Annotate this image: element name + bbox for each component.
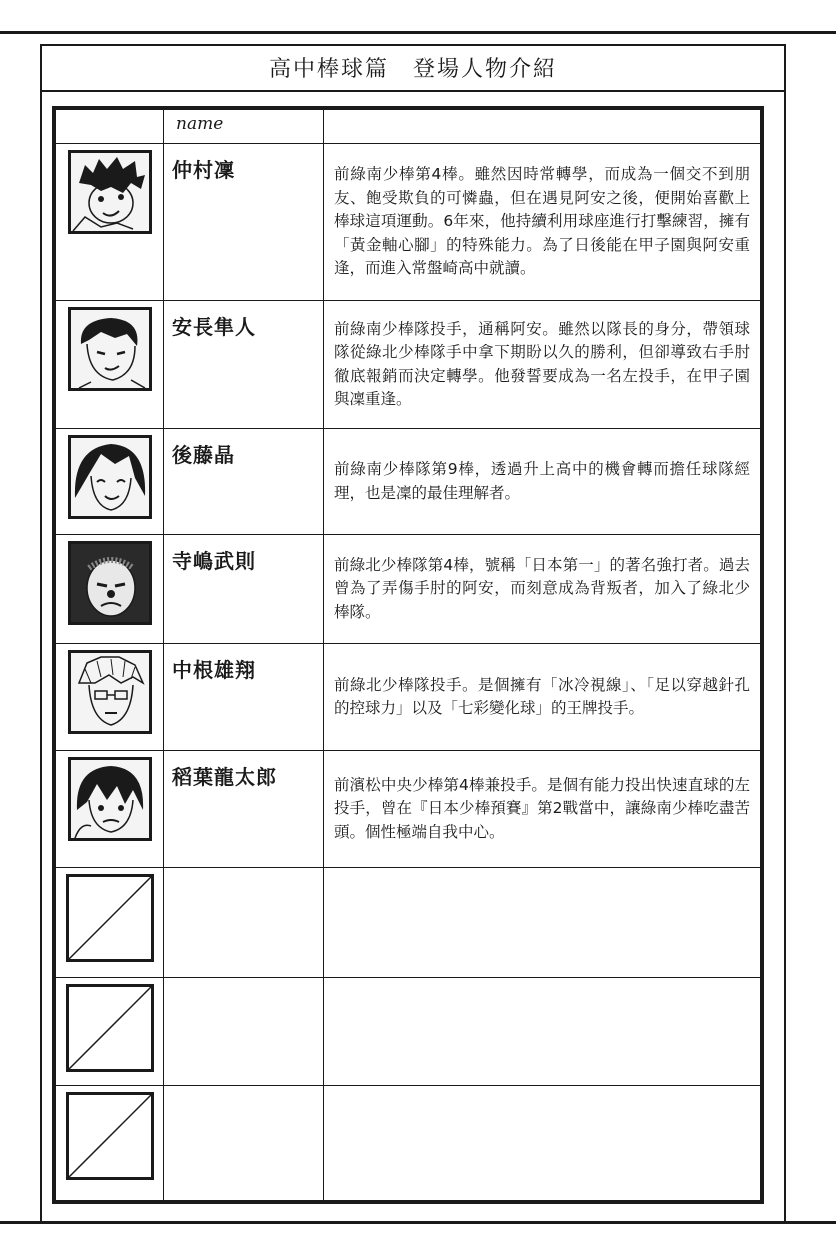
description-cell [324, 144, 760, 301]
name-column-header: name [176, 114, 224, 134]
character-description: 前濱松中央少棒第4棒兼投手。是個有能力投出快速直球的左投手，曾在『日本少棒預賽』第2戰當中，讓綠南少棒吃盡苦頭。個性極端自我中心。 [334, 775, 750, 841]
description-cell [324, 751, 760, 868]
character-description: 前綠南少棒第4棒。雖然因時常轉學，而成為一個交不到朋友、飽受欺負的可憐蟲，但在遇見阿安之後，便開始喜歡上棒球這項運動。6年來，他持續利用球座進行打擊練習，擁有「黃金軸心腳」的特殊能力。為了日後能在甲子園與阿安重逢，而進入常盤崎高中就讀。 [334, 165, 750, 278]
character-portrait-icon [68, 541, 152, 625]
title-bar [40, 44, 786, 92]
description-cell [324, 429, 760, 535]
description-cell [324, 301, 760, 429]
empty-name-cell [164, 978, 324, 1086]
character-name: 稻葉龍太郎 [172, 765, 277, 789]
character-description: 前綠北少棒隊第4棒，號稱「日本第一」的著名強打者。過去曾為了弄傷手肘的阿安，而刻意成為背叛者，加入了綠北少棒隊。 [334, 555, 750, 621]
character-description: 前綠北少棒隊投手。是個擁有「冰冷視線」、「足以穿越針孔的控球力」以及「七彩變化球」的王牌投手。 [334, 675, 750, 717]
character-name: 安長隼人 [172, 315, 256, 339]
header-portrait-cell [56, 110, 164, 144]
empty-name-cell [164, 1086, 324, 1200]
portrait-cell [56, 144, 164, 301]
name-cell [164, 429, 324, 535]
empty-description-cell [324, 978, 760, 1086]
empty-description-cell [324, 1086, 760, 1200]
description-cell [324, 644, 760, 751]
character-description: 前綠南少棒隊投手，通稱阿安。雖然以隊長的身分，帶領球隊從綠北少棒隊手中拿下期盼以久的勝利，但卻導致右手肘徹底報銷而決定轉學。他發誓要成為一名左投手，在甲子園與凜重逢。 [334, 319, 750, 408]
character-table [52, 106, 764, 1204]
header-description-cell [324, 110, 760, 144]
top-rule [0, 31, 836, 34]
portrait-cell [56, 644, 164, 751]
character-description: 前綠南少棒隊第9棒，透過升上高中的機會轉而擔任球隊經理，也是凜的最佳理解者。 [334, 460, 750, 502]
character-name: 仲村凜 [172, 158, 235, 182]
character-name: 寺嶋武則 [172, 549, 256, 573]
name-cell [164, 644, 324, 751]
character-portrait-icon [68, 150, 152, 234]
name-cell [164, 301, 324, 429]
empty-portrait-placeholder-icon [66, 984, 154, 1072]
character-name: 中根雄翔 [172, 658, 256, 682]
empty-portrait-cell [56, 978, 164, 1086]
portrait-cell [56, 429, 164, 535]
name-cell [164, 751, 324, 868]
character-portrait-icon [68, 307, 152, 391]
bottom-rule [0, 1221, 836, 1224]
portrait-cell [56, 751, 164, 868]
description-cell [324, 535, 760, 644]
empty-portrait-placeholder-icon [66, 1092, 154, 1180]
empty-portrait-cell [56, 1086, 164, 1200]
character-portrait-icon [68, 757, 152, 841]
empty-name-cell [164, 868, 324, 978]
character-portrait-icon [68, 650, 152, 734]
empty-description-cell [324, 868, 760, 978]
empty-portrait-cell [56, 868, 164, 978]
empty-portrait-placeholder-icon [66, 874, 154, 962]
character-name: 後藤晶 [172, 443, 235, 467]
name-cell [164, 535, 324, 644]
character-portrait-icon [68, 435, 152, 519]
header-name-cell [164, 110, 324, 144]
page-title: 高中棒球篇 登場人物介紹 [268, 56, 557, 82]
name-cell [164, 144, 324, 301]
portrait-cell [56, 301, 164, 429]
portrait-cell [56, 535, 164, 644]
